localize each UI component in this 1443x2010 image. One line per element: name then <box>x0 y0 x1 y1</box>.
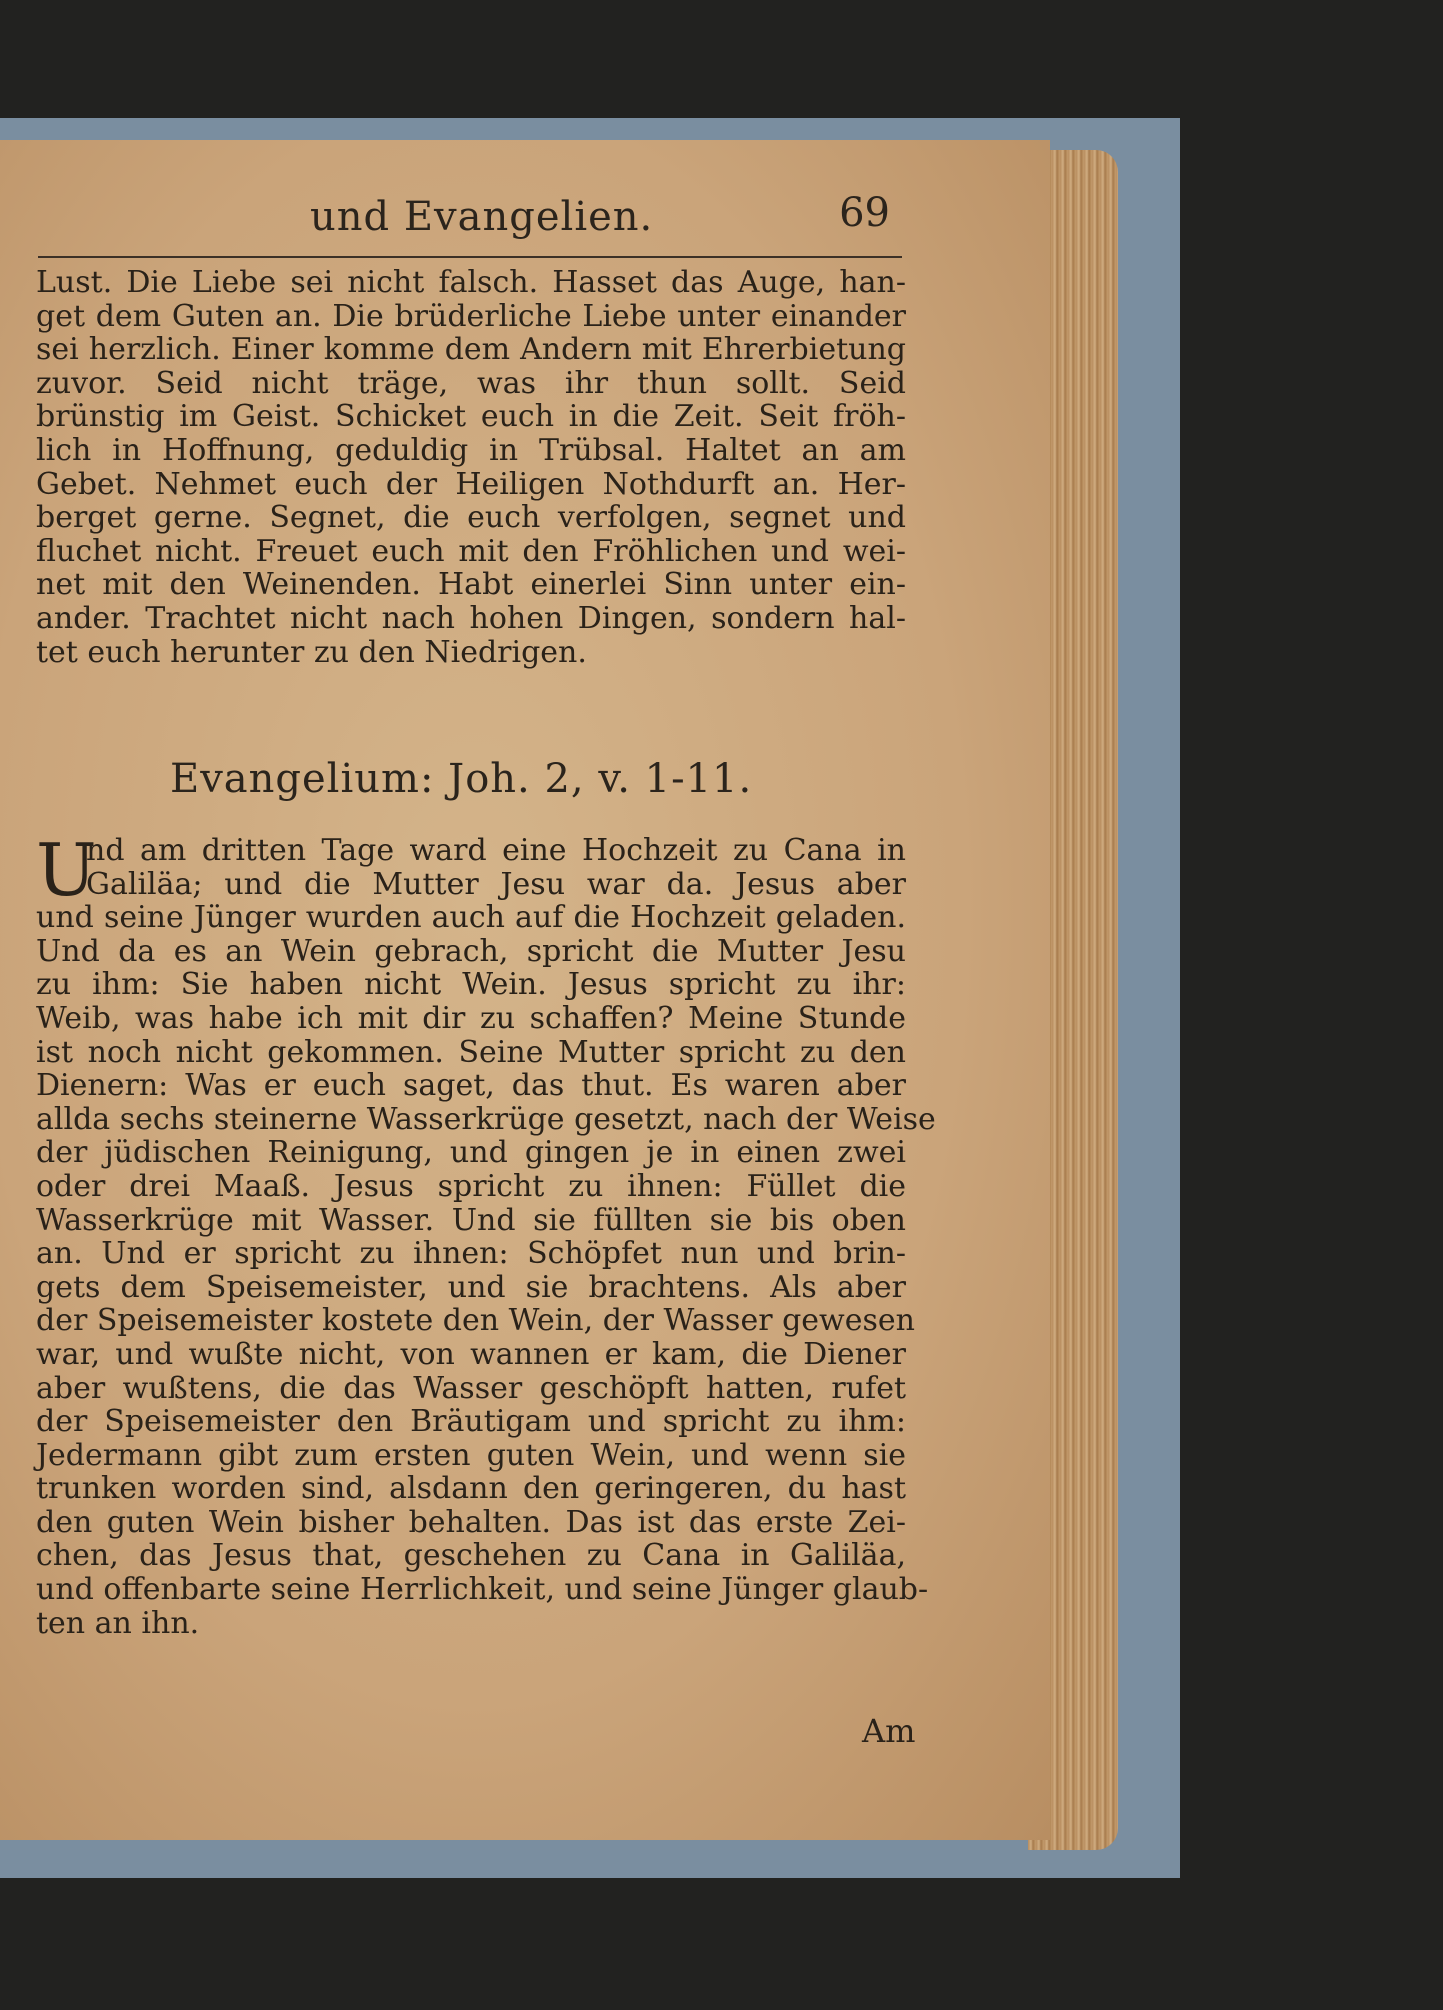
text-line: trunken worden sind, alsdann den geringeren, du hast <box>36 1471 906 1507</box>
text-line: nd am dritten Tage ward eine Hochzeit zu Cana in <box>86 833 906 868</box>
running-head <box>300 190 900 250</box>
text-line: Und da es an Wein gebrach, spricht die Mutter Jesu <box>36 933 906 969</box>
epistle-text <box>36 266 906 669</box>
page-number: 69 <box>839 190 890 236</box>
text-line: ander. Trachtet nicht nach hohen Dingen, sondern hal- <box>36 600 906 636</box>
drop-cap: U <box>36 828 97 912</box>
text-line: sei herzlich. Einer komme dem Andern mit Ehrerbietung <box>36 332 906 368</box>
text-line: Lust. Die Liebe sei nicht falsch. Hasset das Auge, han- <box>36 265 906 300</box>
text-line: chen, das Jesus that, geschehen zu Cana in Galiläa, <box>36 1538 906 1574</box>
text-line: oder drei Maaß. Jesus spricht zu ihnen: Füllet die <box>36 1168 906 1204</box>
header-rule <box>38 256 902 258</box>
text-line: der jüdischen Reinigung, und gingen je in einen zwei <box>36 1135 906 1171</box>
catchword: Am <box>862 1712 916 1750</box>
text-line: Gebet. Nehmet euch der Heiligen Nothdurft an. Her- <box>36 466 906 502</box>
text-line: get dem Guten an. Die brüderliche Liebe unter einander <box>36 298 906 334</box>
text-line: brünstig im Geist. Schicket euch in die Zeit. Seit fröh- <box>36 399 906 435</box>
text-line: Wasserkrüge mit Wasser. Und sie füllten sie bis oben <box>36 1202 906 1238</box>
text-line: und seine Jünger wurden auch auf die Hochzeit geladen. <box>36 900 906 936</box>
text-line: lich in Hoffnung, geduldig in Trübsal. Haltet an am <box>36 432 906 468</box>
text-line: berget gerne. Segnet, die euch verfolgen, segnet und <box>36 500 906 536</box>
text-line: der Speisemeister den Bräutigam und spricht zu ihm: <box>36 1404 906 1440</box>
text-line: Weib, was habe ich mit dir zu schaffen? Meine Stunde <box>36 1000 906 1036</box>
gospel-text <box>36 828 936 1641</box>
text-line: den guten Wein bisher behalten. Das ist das erste Zei- <box>36 1504 906 1540</box>
text-line: allda sechs steinerne Wasserkrüge gesetzt, nach der Weise <box>36 1101 936 1137</box>
running-title: und Evangelien. <box>310 194 654 240</box>
text-line: an. Und er spricht zu ihnen: Schöpfet nun und brin- <box>36 1236 906 1272</box>
text-line: Dienern: Was er euch saget, das thut. Es waren aber <box>36 1068 906 1104</box>
text-line: war, und wußte nicht, von wannen er kam, die Diener <box>36 1336 906 1372</box>
text-line: zuvor. Seid nicht träge, was ihr thun sollt. Seid <box>36 365 906 401</box>
text-line: Jedermann gibt zum ersten guten Wein, und wenn sie <box>36 1437 906 1473</box>
section-heading: Evangelium: Joh. 2, v. 1-11. <box>170 756 753 802</box>
text-line: Galiläa; und die Mutter Jesu war da. Jesus aber <box>86 866 906 902</box>
text-line: ten an ihn. <box>36 1605 200 1641</box>
text-line: fluchet nicht. Freuet euch mit den Fröhlichen und wei- <box>36 533 906 569</box>
text-line: gets dem Speisemeister, und sie brachtens. Als aber <box>36 1269 906 1305</box>
text-line: und offenbarte seine Herrlichkeit, und seine Jünger glaub- <box>36 1572 929 1608</box>
text-line: ist noch nicht gekommen. Seine Mutter spricht zu den <box>36 1034 906 1070</box>
text-line: net mit den Weinenden. Habt einerlei Sinn unter ein- <box>36 567 906 603</box>
text-line: zu ihm: Sie haben nicht Wein. Jesus spricht zu ihr: <box>36 967 906 1003</box>
text-line: tet euch herunter zu den Niedrigen. <box>36 634 587 670</box>
text-line: aber wußtens, die das Wasser geschöpft hatten, rufet <box>36 1370 906 1406</box>
text-line: der Speisemeister kostete den Wein, der Wasser gewesen <box>36 1303 915 1339</box>
